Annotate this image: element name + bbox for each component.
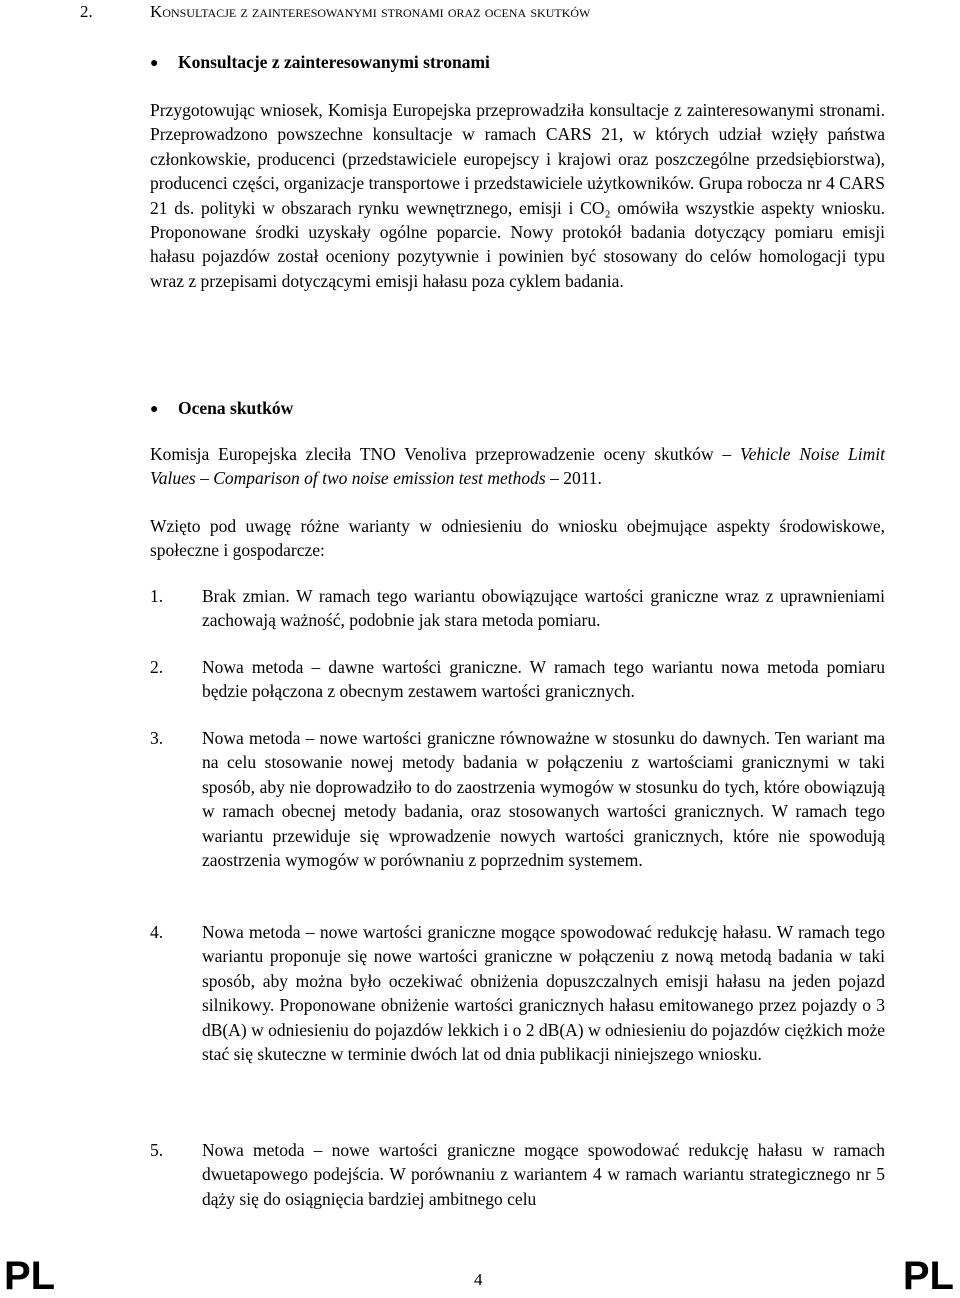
variant-number: 5.	[150, 1140, 164, 1160]
page-number: 4	[474, 1270, 483, 1289]
bullet-icon: ●	[150, 56, 159, 71]
assessment-intro-text: Komisja Europejska zleciła TNO Venoliva przeprowadzenie oceny skutków –	[150, 444, 732, 464]
assessment-intro-tail: – 2011.	[550, 468, 602, 489]
variant-item	[150, 1138, 885, 1211]
variant-number: 2.	[150, 657, 164, 677]
consultation-heading-text: Konsultacje z zainteresowanymi stronami	[178, 52, 490, 72]
variant-number: 3.	[150, 728, 164, 748]
variant-number: 4.	[150, 922, 164, 942]
variant-item	[150, 726, 885, 872]
section-number: 2.	[80, 2, 93, 21]
variant-number: 1.	[150, 586, 164, 606]
assessment-heading	[150, 396, 293, 422]
variants-intro: Wzięto pod uwagę różne warianty w odniesieniu do wniosku obejmujące aspekty środowiskowe, społeczne i gospodarcze:	[150, 516, 885, 561]
variant-text: Nowa metoda – nowe wartości graniczne równoważne w stosunku do dawnych. Ten wariant ma na celu stosowanie nowej metody badania w połączeniu z wartościami granicznymi w taki sposób, aby nie doprowadziło to do zaostrzenia wymogów w stosunku do tych, które obowiązują w ramach obecnej metody badania, oraz stosowanych wartości granicznych. W ramach tego wariantu przewiduje się wprowadzenie nowych wartości granicznych, które nie spowodują zaostrzenia wymogów w porównaniu z poprzednim systemem.	[202, 728, 885, 871]
footer-language-left: PL	[4, 1254, 56, 1298]
section-heading	[80, 0, 590, 24]
variant-text: Brak zmian. W ramach tego wariantu obowiązujące wartości graniczne wraz z uprawnieniami zachowają ważność, podobnie jak stara metoda pomiaru.	[202, 586, 885, 631]
consultation-heading	[150, 50, 490, 76]
section-title: Konsultacje z zainteresowanymi stronami oraz ocena skutków	[150, 2, 591, 21]
variant-item	[150, 584, 885, 633]
variant-text: Nowa metoda – nowe wartości graniczne mogące spowodować redukcję hałasu w ramach dwuetapowego podejścia. W porównaniu z wariantem 4 w ramach wariantu strategicznego nr 5 dąży się do osiągnięcia bardziej ambitnego celu	[202, 1140, 885, 1209]
assessment-intro	[150, 442, 885, 491]
study-title: Vehicle Noise Limit Values – Comparison of two noise emission test methods	[150, 444, 885, 489]
bullet-icon: ●	[150, 402, 159, 417]
variant-text: Nowa metoda – nowe wartości graniczne mogące spowodować redukcję hałasu. W ramach tego wariantu proponuje się nowe wartości graniczne w połączeniu z nową metodą badania w taki sposób, aby można było oczekiwać obniżenia dopuszczalnych emisji hałasu na jeden pojazd silnikowy. Proponowane obniżenie wartości granicznych hałasu emitowanego przez pojazdy o 3 dB(A) w odniesieniu do pojazdów lekkich i o 2 dB(A) w odniesieniu do pojazdów ciężkich może stać się skuteczne w terminie dwóch lat od dnia publikacji niniejszego wniosku.	[202, 922, 885, 1065]
variant-item	[150, 655, 885, 704]
consultation-paragraph: Przygotowując wniosek, Komisja Europejska przeprowadziła konsultacje z zainteresowanymi stronami. Przeprowadzono powszechne konsultacje w ramach CARS 21, w których udział wzięły państwa członkowskie, producenci (przedstawiciele europejscy i krajowi oraz poszczególne przedsiębiorstwa), producenci części, organizacje transportowe i przedstawiciele użytkowników. Grupa robocza nr 4 CARS 21 ds. polityki w obszarach rynku wewnętrznego, emisji i CO₂ omówiła wszystkie aspekty wniosku. Proponowane środki uzyskały ogólne poparcie. Nowy protokół badania dotyczący pomiaru emisji hałasu pojazdów został oceniony pozytywnie i powinien być stosowany do celów homologacji typu wraz z przepisami dotyczącymi emisji hałasu poza cyklem badania.	[150, 100, 885, 291]
assessment-heading-text: Ocena skutków	[178, 398, 294, 418]
variant-item	[150, 920, 885, 1066]
variant-text: Nowa metoda – dawne wartości graniczne. W ramach tego wariantu nowa metoda pomiaru będzie połączona z obecnym zestawem wartości granicznych.	[202, 657, 885, 702]
footer-language-right: PL	[902, 1254, 954, 1298]
